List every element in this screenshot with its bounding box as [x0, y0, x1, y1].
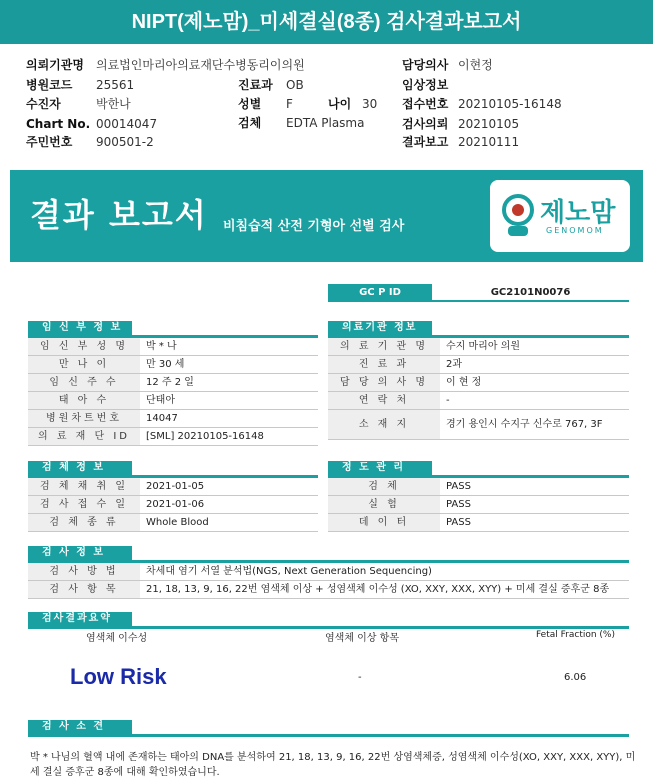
- pregnant-row-label: 의 료 재 단 ID: [28, 428, 140, 445]
- medical-row-value: 경기 용인시 수지구 신수로 767, 3F: [446, 419, 603, 430]
- qc-row: [328, 478, 629, 496]
- pregnant-row: [28, 392, 318, 410]
- medical-row: [328, 374, 629, 392]
- medical-row-label: 연 락 처: [328, 392, 440, 409]
- medical-row-label: 담 당 의 사 명: [328, 374, 440, 391]
- section-divider: [28, 734, 629, 737]
- medical-row-value: -: [446, 395, 450, 406]
- medical-row: [328, 356, 629, 374]
- chart-label: Chart No.: [26, 117, 91, 131]
- summary-col-aneuploidy: 염색체 이수성: [86, 633, 148, 644]
- receipt-label: 접수번호: [402, 97, 449, 111]
- medical-row: [328, 410, 629, 440]
- age-label: 나이: [328, 97, 352, 111]
- pregnant-row-label: 병원차트번호: [28, 410, 140, 427]
- qc-row-value: PASS: [446, 517, 471, 528]
- pregnant-row-label: 임 신 부 성 명: [28, 338, 140, 355]
- pregnant-row: [28, 356, 318, 374]
- dept-label: 진료과: [238, 78, 273, 92]
- patient-value: 박한나: [96, 97, 131, 111]
- doctor-value: 이현정: [458, 58, 493, 72]
- test-row-value: 21, 18, 13, 9, 16, 22번 염색체 이상 + 성염색체 이수성 (XO, XXY, XXX, XYY) + 미세 결실 증후군 8종: [146, 584, 610, 595]
- medical-row-label: 의 료 기 관 명: [328, 338, 440, 355]
- medical-row-label: 소 재 지: [328, 410, 440, 439]
- qc-row: [328, 514, 629, 532]
- medical-row-value: 이 현 정: [446, 377, 482, 388]
- specimen-row-value: Whole Blood: [146, 517, 209, 528]
- findings-section-title: 검 사 소 견: [28, 720, 132, 734]
- pregnant-row: [28, 428, 318, 446]
- abnormal-value: -: [358, 672, 362, 683]
- medical-row: [328, 392, 629, 410]
- pregnant-row-label: 임 신 주 수: [28, 374, 140, 391]
- pregnant-row-label: 만 나 이: [28, 356, 140, 373]
- hospital-code-label: 병원코드: [26, 78, 73, 92]
- specimen-row-label: 검 사 접 수 일: [28, 496, 140, 513]
- banner-title: 결과 보고서: [30, 196, 208, 234]
- report-title: NIPT(제노맘)_미세결실(8종) 검사결과보고서: [0, 0, 653, 44]
- logo-subtext: GENOMOM: [546, 226, 604, 235]
- test-row-label: 검 사 방 법: [28, 563, 140, 580]
- findings-text: 박 * 나님의 혈액 내에 존재하는 태아의 DNA를 분석하여 21, 18, 13, 9, 16, 22번 상염색체증, 성염색체 이수성(XO, XXY, XXX, XYY), 미세 결실 증후군 8종에 대해 확인하였습니다.: [30, 752, 636, 778]
- qc-row-value: PASS: [446, 481, 471, 492]
- test-row: [28, 563, 629, 581]
- pregnant-section-title: 임 신 부 정 보: [28, 321, 132, 335]
- medical-row-value: 수지 마리아 의원: [446, 341, 520, 352]
- pregnant-row: [28, 338, 318, 356]
- patient-label: 수진자: [26, 97, 61, 111]
- genomom-logo-icon: [500, 190, 536, 242]
- test-row-label: 검 사 항 목: [28, 581, 140, 598]
- doctor-label: 담당의사: [402, 58, 449, 72]
- pregnant-row: [28, 410, 318, 428]
- resident-value: 900501-2: [96, 135, 154, 149]
- specimen-section-title: 검 체 정 보: [28, 461, 132, 475]
- specimen-row-value: 2021-01-05: [146, 481, 205, 492]
- result-low-risk: Low Risk: [70, 664, 167, 689]
- pregnant-row-value: [SML] 20210105-16148: [146, 431, 264, 442]
- summary-col-abnormal: 염색체 이상 항목: [325, 633, 399, 644]
- specimen-value: EDTA Plasma: [286, 116, 365, 130]
- specimen-row: [28, 514, 318, 532]
- qc-row-label: 데 이 터: [328, 514, 440, 531]
- chart-value: 00014047: [96, 117, 158, 131]
- pregnant-row-value: 14047: [146, 413, 178, 424]
- specimen-label: 검체: [238, 116, 262, 130]
- fetal-fraction-value: 6.06: [564, 672, 587, 683]
- medical-row-label: 진 료 과: [328, 356, 440, 373]
- resident-label: 주민번호: [26, 135, 73, 149]
- specimen-row-label: 검 체 채 취 일: [28, 478, 140, 495]
- pregnant-row-value: 만 30 세: [146, 359, 185, 370]
- pregnant-row: [28, 374, 318, 392]
- specimen-row-label: 검 체 종 류: [28, 514, 140, 531]
- institution-label: 의뢰기관명: [26, 58, 84, 72]
- receipt-value: 20210105-16148: [458, 97, 562, 111]
- request-label: 검사의뢰: [402, 117, 449, 131]
- report-label: 결과보고: [402, 135, 449, 149]
- pregnant-row-value: 박 * 나: [146, 341, 177, 352]
- qc-row-value: PASS: [446, 499, 471, 510]
- medical-section-title: 의료기관 정보: [328, 321, 432, 335]
- test-row: [28, 581, 629, 599]
- summary-section-title: 검사결과요약: [28, 612, 132, 626]
- hospital-code-value: 25561: [96, 78, 135, 92]
- gcpid-label: GC P ID: [328, 284, 432, 302]
- pregnant-row-value: 단태아: [146, 395, 175, 406]
- institution-value: 의료법인마리아의료재단수병동리이의원: [96, 58, 305, 72]
- gcpid-value: GC2101N0076: [432, 284, 629, 302]
- age-value: 30: [362, 97, 378, 111]
- report-value: 20210111: [458, 135, 520, 149]
- summary-col-fetal-fraction: Fetal Fraction (%): [536, 630, 615, 640]
- test-section-title: 검 사 정 보: [28, 546, 132, 560]
- qc-section-title: 정 도 관 리: [328, 461, 432, 475]
- specimen-row: [28, 478, 318, 496]
- pregnant-row-value: 12 주 2 일: [146, 377, 194, 388]
- qc-row-label: 검 체: [328, 478, 440, 495]
- request-value: 20210105: [458, 117, 520, 131]
- sex-label: 성별: [238, 97, 262, 111]
- pregnant-row-label: 태 아 수: [28, 392, 140, 409]
- logo-text: 제노맘: [540, 198, 616, 228]
- specimen-row: [28, 496, 318, 514]
- dept-value: OB: [286, 78, 304, 92]
- sex-value: F: [286, 97, 293, 111]
- test-row-value: 차세대 염기 서열 분석법(NGS, Next Generation Sequencing): [146, 566, 432, 577]
- medical-row: [328, 338, 629, 356]
- clinical-label: 임상정보: [402, 78, 449, 92]
- qc-row-label: 실 험: [328, 496, 440, 513]
- qc-row: [328, 496, 629, 514]
- banner-subtitle: 비침습적 산전 기형아 선별 검사: [223, 219, 405, 234]
- medical-row-value: 2과: [446, 359, 463, 370]
- specimen-row-value: 2021-01-06: [146, 499, 205, 510]
